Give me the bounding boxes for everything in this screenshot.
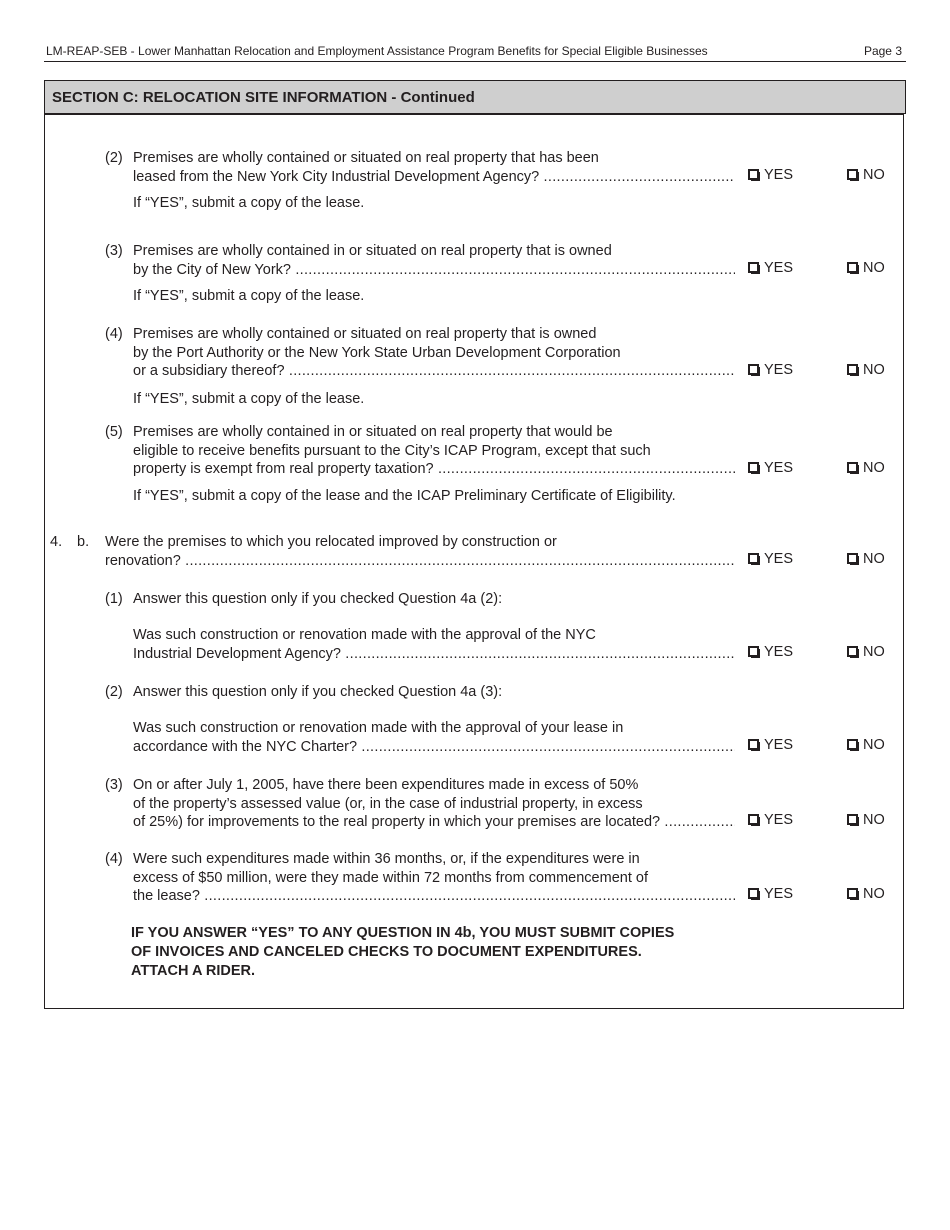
question-text: property is exempt from real property taxation? ..... [133, 460, 735, 479]
question-text: Premises are wholly contained in or situated on real property that is owned [133, 243, 612, 259]
question-text: Premises are wholly contained in or situated on real property that would be [133, 424, 613, 440]
question-note: If “YES”, submit a copy of the lease. [133, 195, 365, 211]
no-label: NO [863, 460, 885, 476]
yes-checkbox-4b-1[interactable] [748, 644, 793, 660]
no-checkbox-4b-3[interactable] [847, 812, 885, 828]
checkbox-icon [847, 553, 858, 564]
yes-label: YES [764, 644, 794, 660]
question-sub-letter: b. [77, 534, 90, 550]
question-text: the lease? ..... [133, 887, 735, 906]
yes-label: YES [764, 886, 794, 902]
question-text: accordance with the NYC Charter? ..... [133, 738, 735, 757]
question-text: Industrial Development Agency? ..... [133, 645, 735, 664]
yes-checkbox-4b-2[interactable] [748, 737, 793, 753]
no-checkbox-4a-5[interactable] [847, 460, 885, 476]
question-number: (2) [105, 150, 123, 166]
checkbox-icon [847, 169, 858, 180]
page-number: Page 3 [863, 44, 902, 58]
yes-label: YES [764, 812, 794, 828]
checkbox-icon [847, 814, 858, 825]
checkbox-icon [847, 262, 858, 273]
section-title: SECTION C: RELOCATION SITE INFORMATION - Continued [52, 89, 475, 106]
question-text: of 25%) for improvements to the real property in which your premises are located? ..... [133, 813, 735, 832]
no-checkbox-4b-4[interactable] [847, 886, 885, 902]
question-text: Premises are wholly contained or situated on real property that has been [133, 150, 599, 166]
yes-checkbox-4a-5[interactable] [748, 460, 793, 476]
no-checkbox-4b-1[interactable] [847, 644, 885, 660]
question-text: Premises are wholly contained or situated on real property that is owned [133, 326, 597, 342]
question-text: by the Port Authority or the New York State Urban Development Corporation [133, 344, 621, 361]
checkbox-icon [748, 169, 759, 180]
question-text: Was such construction or renovation made with the approval of the NYC [133, 627, 596, 643]
form-title: LM-REAP-SEB - Lower Manhattan Relocation and Employment Assistance Program Benefits for Special Eligible Businesses [46, 44, 708, 58]
question-text: renovation? ..... [105, 552, 735, 571]
checkbox-icon [748, 262, 759, 273]
question-text: of the property’s assessed value (or, in the case of industrial property, in excess [133, 795, 643, 812]
no-checkbox-4b[interactable] [847, 551, 885, 567]
question-number: (5) [105, 424, 123, 440]
no-label: NO [863, 362, 885, 378]
yes-label: YES [764, 260, 794, 276]
question-number: (2) [105, 684, 123, 700]
question-number: 4. [50, 534, 63, 550]
warning-line: IF YOU ANSWER “YES” TO ANY QUESTION IN 4b, YOU MUST SUBMIT COPIES [131, 925, 675, 941]
yes-checkbox-4b-3[interactable] [748, 812, 793, 828]
checkbox-icon [847, 364, 858, 375]
question-text: by the City of New York? ..... [133, 261, 735, 280]
section-header [44, 80, 906, 114]
question-note: If “YES”, submit a copy of the lease. [133, 288, 365, 304]
question-text: leased from the New York City Industrial Development Agency? ..... [133, 168, 735, 187]
question-text: Was such construction or renovation made with the approval of your lease in [133, 720, 624, 736]
no-label: NO [863, 812, 885, 828]
checkbox-icon [847, 462, 858, 473]
question-text: eligible to receive benefits pursuant to the City’s ICAP Program, except that such [133, 442, 651, 459]
yes-label: YES [764, 737, 794, 753]
checkbox-icon [748, 462, 759, 473]
question-number: (1) [105, 591, 123, 607]
yes-checkbox-4a-2[interactable] [748, 167, 793, 183]
no-label: NO [863, 886, 885, 902]
no-label: NO [863, 551, 885, 567]
checkbox-icon [847, 646, 858, 657]
yes-label: YES [764, 551, 794, 567]
checkbox-icon [748, 739, 759, 750]
no-checkbox-4b-2[interactable] [847, 737, 885, 753]
page-header [46, 44, 904, 60]
yes-label: YES [764, 460, 794, 476]
warning-line: ATTACH A RIDER. [131, 963, 256, 979]
no-checkbox-4a-4[interactable] [847, 362, 885, 378]
yes-checkbox-4b-4[interactable] [748, 886, 793, 902]
question-text: Were the premises to which you relocated improved by construction or [105, 534, 557, 550]
checkbox-icon [847, 739, 858, 750]
submission-warning [131, 924, 674, 981]
question-note: If “YES”, submit a copy of the lease. [133, 391, 365, 407]
question-text: On or after July 1, 2005, have there been expenditures made in excess of 50% [133, 777, 639, 793]
question-number: (3) [105, 777, 123, 793]
question-text: Were such expenditures made within 36 months, or, if the expenditures were in [133, 851, 640, 867]
question-note: If “YES”, submit a copy of the lease and the ICAP Preliminary Certificate of Eligibility. [133, 488, 676, 504]
question-instruction: Answer this question only if you checked Question 4a (3): [133, 684, 503, 700]
yes-label: YES [764, 167, 794, 183]
yes-checkbox-4a-4[interactable] [748, 362, 793, 378]
header-divider [44, 61, 906, 62]
question-number: (4) [105, 326, 123, 342]
question-text: or a subsidiary thereof? ..... [133, 362, 735, 381]
checkbox-icon [847, 888, 858, 899]
no-label: NO [863, 167, 885, 183]
no-label: NO [863, 260, 885, 276]
yes-checkbox-4b[interactable] [748, 551, 793, 567]
question-text: excess of $50 million, were they made within 72 months from commencement of [133, 869, 648, 886]
question-number: (4) [105, 851, 123, 867]
checkbox-icon [748, 888, 759, 899]
yes-checkbox-4a-3[interactable] [748, 260, 793, 276]
yes-label: YES [764, 362, 794, 378]
no-label: NO [863, 644, 885, 660]
no-label: NO [863, 737, 885, 753]
question-instruction: Answer this question only if you checked Question 4a (2): [133, 591, 503, 607]
checkbox-icon [748, 646, 759, 657]
no-checkbox-4a-3[interactable] [847, 260, 885, 276]
checkbox-icon [748, 553, 759, 564]
warning-line: OF INVOICES AND CANCELED CHECKS TO DOCUMENT EXPENDITURES. [131, 944, 642, 960]
checkbox-icon [748, 814, 759, 825]
checkbox-icon [748, 364, 759, 375]
no-checkbox-4a-2[interactable] [847, 167, 885, 183]
question-number: (3) [105, 243, 123, 259]
